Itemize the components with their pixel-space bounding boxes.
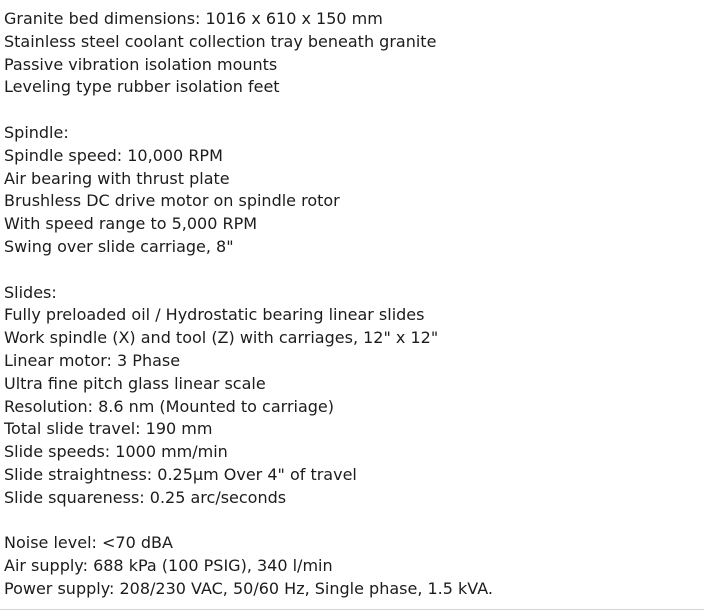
section-spacer bbox=[4, 510, 704, 533]
slides-section bbox=[4, 282, 704, 510]
spec-line: Slide straightness: 0.25µm Over 4" of travel bbox=[4, 464, 357, 484]
spec-line: Granite bed dimensions: 1016 x 610 x 150 mm bbox=[4, 9, 383, 28]
spec-line: Air supply: 688 kPa (100 PSIG), 340 l/min bbox=[4, 556, 333, 576]
spec-line: Stainless steel coolant collection tray beneath granite bbox=[4, 31, 437, 51]
section-heading-spindle: Spindle: bbox=[4, 122, 69, 142]
general-section bbox=[4, 532, 704, 600]
spec-line: Air bearing with thrust plate bbox=[4, 168, 230, 188]
spec-line: Spindle speed: 10,000 RPM bbox=[4, 145, 223, 165]
spec-line: Noise level: <70 dBA bbox=[4, 533, 173, 553]
spec-line: Leveling type rubber isolation feet bbox=[4, 77, 280, 97]
bottom-divider bbox=[0, 609, 704, 610]
section-spacer bbox=[4, 99, 704, 122]
bed-section bbox=[4, 8, 704, 99]
spindle-section bbox=[4, 122, 704, 259]
spec-line: Work spindle (X) and tool (Z) with carriages, 12" x 12" bbox=[4, 328, 439, 348]
section-heading-slides: Slides: bbox=[4, 282, 57, 302]
spec-line: Brushless DC drive motor on spindle rotor bbox=[4, 191, 340, 211]
spec-line: Swing over slide carriage, 8" bbox=[4, 236, 234, 256]
spec-line: Total slide travel: 190 mm bbox=[4, 419, 213, 439]
spec-line: Slide speeds: 1000 mm/min bbox=[4, 442, 228, 462]
spec-line: Resolution: 8.6 nm (Mounted to carriage) bbox=[4, 396, 335, 416]
spec-line: With speed range to 5,000 RPM bbox=[4, 214, 258, 234]
spec-line: Ultra fine pitch glass linear scale bbox=[4, 373, 266, 393]
spec-line: Linear motor: 3 Phase bbox=[4, 350, 181, 370]
section-spacer bbox=[4, 259, 704, 282]
spec-line: Power supply: 208/230 VAC, 50/60 Hz, Single phase, 1.5 kVA. bbox=[4, 578, 493, 598]
spec-line: Slide squareness: 0.25 arc/seconds bbox=[4, 487, 287, 507]
spec-line: Fully preloaded oil / Hydrostatic bearing linear slides bbox=[4, 305, 425, 325]
spec-line: Passive vibration isolation mounts bbox=[4, 54, 278, 74]
